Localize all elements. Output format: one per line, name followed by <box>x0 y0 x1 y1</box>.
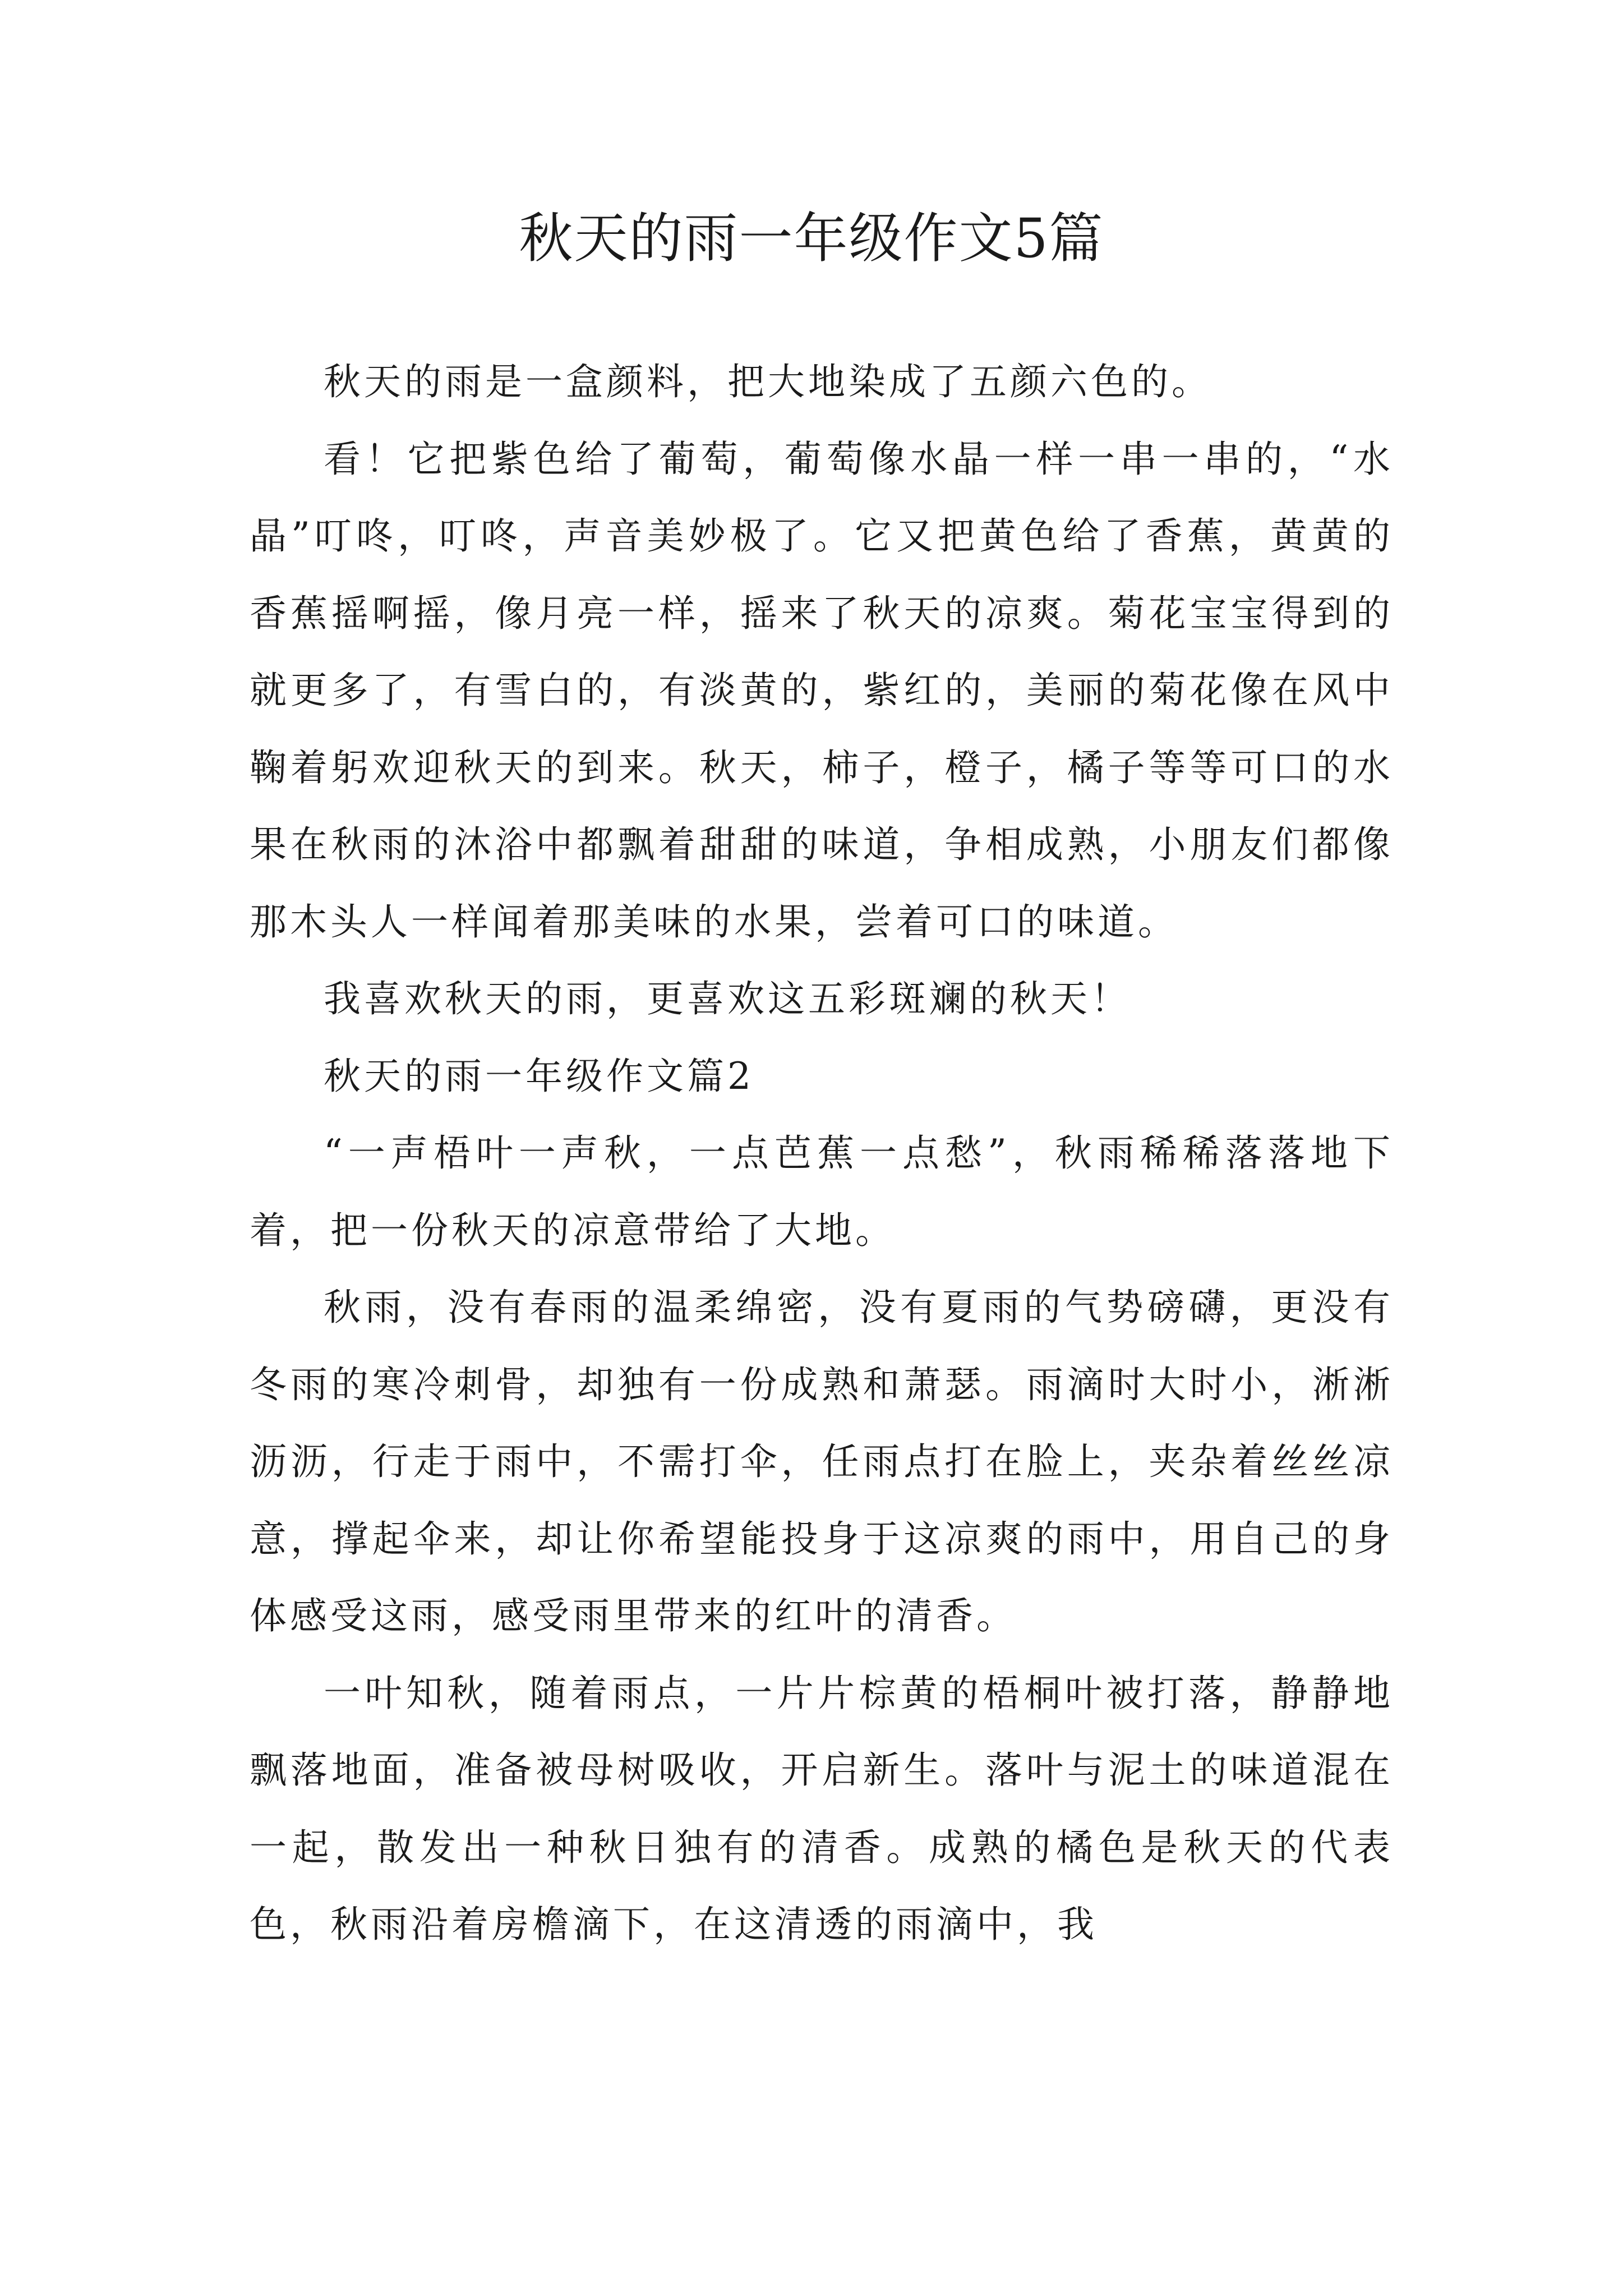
document-body <box>250 343 1394 1963</box>
paragraph: “一声梧叶一声秋，一点芭蕉一点愁”，秋雨稀稀落落地下着，把一份秋天的凉意带给了大地。 <box>250 1131 1394 1252</box>
paragraph: 我喜欢秋天的雨，更喜欢这五彩斑斓的秋天！ <box>324 977 1131 1020</box>
document-title: 秋天的雨一年级作文5篇 <box>519 207 1104 270</box>
section-heading: 秋天的雨一年级作文篇2 <box>324 1054 754 1098</box>
paragraph: 秋天的雨是一盒颜料，把大地染成了五颜六色的。 <box>324 360 1212 403</box>
paragraph: 秋雨，没有春雨的温柔绵密，没有夏雨的气势磅礴，更没有冬雨的寒冷刺骨，却独有一份成熟和萧瑟。雨滴时大时小，淅淅沥沥，行走于雨中，不需打伞，任雨点打在脸上，夹杂着丝丝凉意，撑起伞来，却让你希望能投身于这凉爽的雨中，用自己的身体感受这雨，感受雨里带来的红叶的清香。 <box>250 1286 1394 1637</box>
paragraph: 一叶知秋，随着雨点，一片片棕黄的梧桐叶被打落，静静地飘落地面，准备被母树吸收，开启新生。落叶与泥土的味道混在一起，散发出一种秋日独有的清香。成熟的橘色是秋天的代表色，秋雨沿着房檐滴下，在这清透的雨滴中，我 <box>250 1671 1394 1946</box>
paragraph: 看！它把紫色给了葡萄，葡萄像水晶一样一串一串的，“水晶”叮咚，叮咚，声音美妙极了。它又把黄色给了香蕉，黄黄的香蕉摇啊摇，像月亮一样，摇来了秋天的凉爽。菊花宝宝得到的就更多了，有雪白的，有淡黄的，紫红的，美丽的菊花像在风中鞠着躬欢迎秋天的到来。秋天，柿子，橙子，橘子等等可口的水果在秋雨的沐浴中都飘着甜甜的味道，争相成熟，小朋友们都像那木头人一样闻着那美味的水果，尝着可口的味道。 <box>250 437 1394 944</box>
